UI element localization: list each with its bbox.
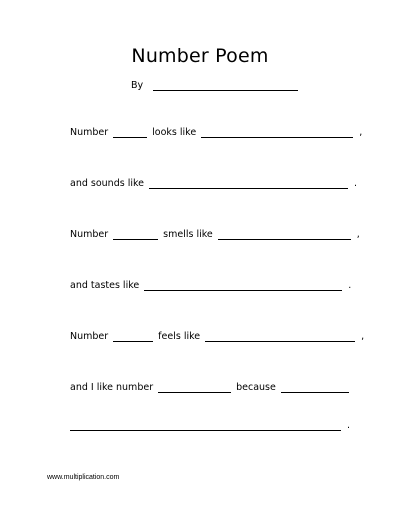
poem-line-sounds — [70, 178, 357, 189]
number-blank-3[interactable] — [113, 230, 158, 240]
author-line — [131, 80, 303, 91]
poem-line-smells — [70, 229, 360, 240]
poem-line-looks — [70, 127, 362, 138]
author-blank[interactable] — [153, 81, 298, 91]
looks-like-blank[interactable] — [201, 128, 353, 138]
line6-middle: because — [236, 382, 276, 393]
line5-punct: , — [361, 331, 365, 342]
poem-line-because — [70, 382, 354, 393]
line4-prefix: and tastes like — [70, 280, 140, 291]
line1-middle: looks like — [152, 127, 197, 138]
number-blank-5[interactable] — [113, 332, 153, 342]
feels-like-blank[interactable] — [205, 332, 355, 342]
line4-punct: . — [348, 280, 352, 291]
poem-line-tastes — [70, 280, 351, 291]
line5-middle: feels like — [158, 331, 201, 342]
because-blank[interactable] — [281, 383, 349, 393]
tastes-like-blank[interactable] — [144, 281, 342, 291]
poem-line-continuation — [70, 420, 350, 431]
smells-like-blank[interactable] — [218, 230, 351, 240]
line3-punct: , — [356, 229, 360, 240]
line6-prefix: and I like number — [70, 382, 154, 393]
favorite-number-blank[interactable] — [158, 383, 231, 393]
worksheet-title: Number Poem — [131, 45, 269, 67]
line1-punct: , — [359, 127, 363, 138]
number-blank-1[interactable] — [113, 128, 147, 138]
line2-prefix: and sounds like — [70, 178, 144, 189]
footer-url: www.multiplication.com — [47, 474, 120, 481]
poem-line-feels — [70, 331, 364, 342]
line2-punct: . — [353, 178, 358, 189]
line5-prefix: Number — [70, 331, 109, 342]
line7-punct: . — [347, 420, 351, 431]
line3-middle: smells like — [163, 229, 213, 240]
sounds-like-blank[interactable] — [149, 179, 348, 189]
line1-prefix: Number — [70, 127, 109, 138]
by-label: By — [131, 80, 144, 91]
line3-prefix: Number — [70, 229, 109, 240]
continuation-blank[interactable] — [70, 421, 341, 431]
